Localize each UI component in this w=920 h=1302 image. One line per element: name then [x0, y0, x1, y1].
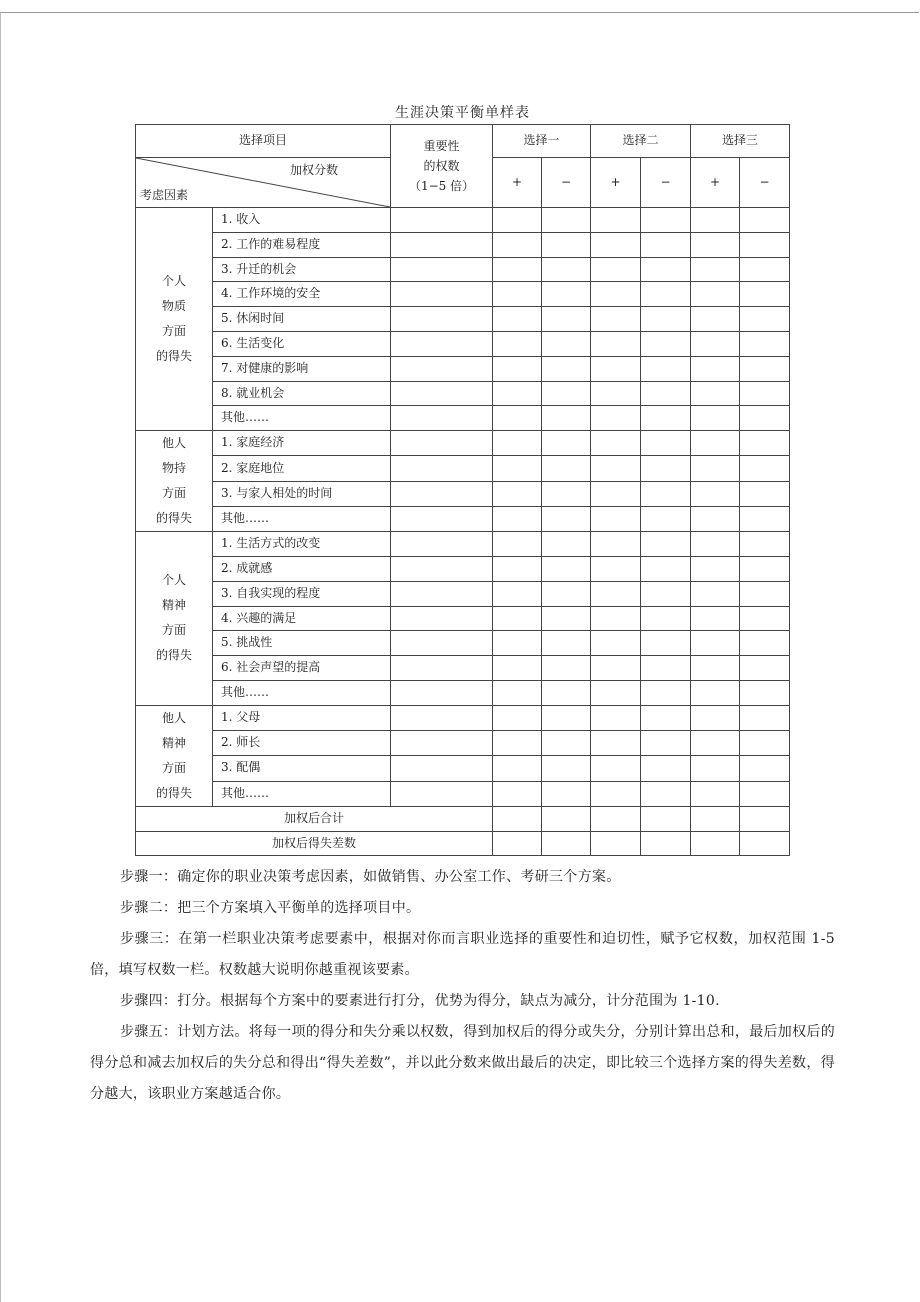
score-cell[interactable]: [740, 731, 790, 756]
score-cell[interactable]: [691, 307, 740, 332]
score-cell[interactable]: [591, 232, 641, 257]
table-row: [136, 431, 790, 456]
score-cell[interactable]: [591, 781, 641, 806]
score-cell[interactable]: [641, 381, 691, 406]
score-cell[interactable]: [591, 556, 641, 581]
table-row: [136, 680, 790, 705]
choice-1-minus: −: [542, 158, 591, 208]
weight-cell[interactable]: [391, 606, 493, 631]
weight-cell[interactable]: [391, 381, 493, 406]
score-cell[interactable]: [493, 532, 542, 557]
table-row: [136, 406, 790, 431]
score-cell[interactable]: [493, 581, 542, 606]
score-cell[interactable]: [740, 781, 790, 806]
score-cell[interactable]: [641, 208, 691, 233]
factor-item: 1. 父母: [213, 705, 391, 730]
weight-cell[interactable]: [391, 208, 493, 233]
score-cell[interactable]: [740, 431, 790, 456]
score-cell[interactable]: [641, 731, 691, 756]
weight-cell[interactable]: [391, 481, 493, 506]
table-row: [136, 532, 790, 557]
score-cell[interactable]: [641, 406, 691, 431]
weight-cell[interactable]: [391, 431, 493, 456]
score-cell[interactable]: [542, 556, 591, 581]
score-cell[interactable]: [691, 781, 740, 806]
total-cell[interactable]: [542, 831, 591, 856]
score-cell[interactable]: [691, 705, 740, 730]
score-cell[interactable]: [493, 431, 542, 456]
factor-item: 4. 兴趣的满足: [213, 606, 391, 631]
total-cell[interactable]: [493, 831, 542, 856]
score-cell[interactable]: [591, 506, 641, 531]
footer-row-sum: [136, 806, 790, 831]
choice-1-plus: +: [493, 158, 542, 208]
weight-cell[interactable]: [391, 307, 493, 332]
factor-item: 2. 成就感: [213, 556, 391, 581]
weight-cell[interactable]: [391, 232, 493, 257]
instruction-steps: [90, 862, 835, 1110]
diag-bottom-label: 考虑因素: [140, 188, 189, 203]
factor-item: 3. 与家人相处的时间: [213, 481, 391, 506]
score-cell[interactable]: [740, 656, 790, 681]
score-cell[interactable]: [493, 506, 542, 531]
weight-cell[interactable]: [391, 556, 493, 581]
score-cell[interactable]: [493, 232, 542, 257]
score-cell[interactable]: [591, 356, 641, 381]
score-cell[interactable]: [740, 506, 790, 531]
score-cell[interactable]: [591, 705, 641, 730]
factor-item: 5. 休闲时间: [213, 307, 391, 332]
table-row: [136, 381, 790, 406]
weight-cell[interactable]: [391, 631, 493, 656]
factor-item: 3. 升迁的机会: [213, 257, 391, 282]
factor-item: 2. 工作的难易程度: [213, 232, 391, 257]
score-cell[interactable]: [740, 481, 790, 506]
score-cell[interactable]: [691, 208, 740, 233]
score-cell[interactable]: [691, 556, 740, 581]
score-cell[interactable]: [740, 232, 790, 257]
table-row: [136, 705, 790, 730]
score-cell[interactable]: [641, 581, 691, 606]
score-cell[interactable]: [542, 232, 591, 257]
factor-item: 1. 家庭经济: [213, 431, 391, 456]
choice-3-minus: −: [740, 158, 790, 208]
weight-cell[interactable]: [391, 581, 493, 606]
score-cell[interactable]: [740, 282, 790, 307]
group-label: 他人 精神 方面 的得失: [136, 705, 213, 806]
score-cell[interactable]: [493, 556, 542, 581]
weight-cell[interactable]: [391, 406, 493, 431]
score-cell[interactable]: [691, 481, 740, 506]
choice-2-plus: +: [591, 158, 641, 208]
total-cell[interactable]: [641, 831, 691, 856]
score-cell[interactable]: [691, 680, 740, 705]
score-cell[interactable]: [740, 208, 790, 233]
score-cell[interactable]: [691, 331, 740, 356]
score-cell[interactable]: [542, 381, 591, 406]
table-row: [136, 731, 790, 756]
score-cell[interactable]: [542, 406, 591, 431]
score-cell[interactable]: [641, 431, 691, 456]
score-cell[interactable]: [691, 606, 740, 631]
table-row: [136, 356, 790, 381]
score-cell[interactable]: [493, 282, 542, 307]
total-cell[interactable]: [591, 806, 641, 831]
group-label: 个人 物质 方面 的得失: [136, 208, 213, 431]
score-cell[interactable]: [591, 257, 641, 282]
score-cell[interactable]: [493, 631, 542, 656]
score-cell[interactable]: [493, 208, 542, 233]
score-cell[interactable]: [740, 756, 790, 781]
score-cell[interactable]: [740, 381, 790, 406]
score-cell[interactable]: [591, 381, 641, 406]
score-cell[interactable]: [641, 680, 691, 705]
score-cell[interactable]: [641, 781, 691, 806]
score-cell[interactable]: [591, 431, 641, 456]
score-cell[interactable]: [542, 331, 591, 356]
score-cell[interactable]: [691, 431, 740, 456]
score-cell[interactable]: [740, 606, 790, 631]
score-cell[interactable]: [591, 756, 641, 781]
weight-cell[interactable]: [391, 282, 493, 307]
weight-cell[interactable]: [391, 456, 493, 481]
score-cell[interactable]: [591, 208, 641, 233]
score-cell[interactable]: [591, 481, 641, 506]
header-choice-3: 选择三: [691, 125, 790, 158]
score-cell[interactable]: [740, 581, 790, 606]
factor-item: 3. 配偶: [213, 756, 391, 781]
weight-cell[interactable]: [391, 257, 493, 282]
factor-item: 其他……: [213, 506, 391, 531]
score-cell[interactable]: [691, 232, 740, 257]
total-cell[interactable]: [493, 806, 542, 831]
factor-item: 3. 自我实现的程度: [213, 581, 391, 606]
score-cell[interactable]: [591, 631, 641, 656]
score-cell[interactable]: [740, 331, 790, 356]
total-cell[interactable]: [740, 831, 790, 856]
score-cell[interactable]: [641, 606, 691, 631]
diag-top-label: 加权分数: [290, 163, 339, 177]
step-2: 步骤二：把三个方案填入平衡单的选择项目中。: [120, 900, 421, 916]
score-cell[interactable]: [691, 356, 740, 381]
score-cell[interactable]: [641, 756, 691, 781]
step-1: 步骤一：确定你的职业决策考虑因素，如做销售、办公室工作、考研三个方案。: [120, 869, 621, 885]
factor-item: 4. 工作环境的安全: [213, 282, 391, 307]
weight-cell[interactable]: [391, 532, 493, 557]
score-cell[interactable]: [493, 356, 542, 381]
choice-2-minus: −: [641, 158, 691, 208]
table-row: [136, 756, 790, 781]
score-cell[interactable]: [542, 680, 591, 705]
score-cell[interactable]: [691, 257, 740, 282]
score-cell[interactable]: [493, 705, 542, 730]
score-cell[interactable]: [542, 307, 591, 332]
weight-cell[interactable]: [391, 731, 493, 756]
factor-item: 8. 就业机会: [213, 381, 391, 406]
total-cell[interactable]: [591, 831, 641, 856]
factor-item: 其他……: [213, 680, 391, 705]
factor-item: 1. 生活方式的改变: [213, 532, 391, 557]
score-cell[interactable]: [691, 456, 740, 481]
choice-3-plus: +: [691, 158, 740, 208]
score-cell[interactable]: [542, 481, 591, 506]
score-cell[interactable]: [641, 257, 691, 282]
table-row: [136, 331, 790, 356]
score-cell[interactable]: [740, 456, 790, 481]
score-cell[interactable]: [493, 606, 542, 631]
score-cell[interactable]: [493, 456, 542, 481]
score-cell[interactable]: [542, 606, 591, 631]
score-cell[interactable]: [691, 581, 740, 606]
score-cell[interactable]: [542, 731, 591, 756]
score-cell[interactable]: [641, 631, 691, 656]
factor-item: 其他……: [213, 781, 391, 806]
score-cell[interactable]: [542, 356, 591, 381]
score-cell[interactable]: [641, 705, 691, 730]
table-row: [136, 631, 790, 656]
score-cell[interactable]: [591, 581, 641, 606]
group-label: 他人 物持 方面 的得失: [136, 431, 213, 532]
weight-cell[interactable]: [391, 756, 493, 781]
weight-cell[interactable]: [391, 705, 493, 730]
decision-balance-table: [135, 124, 790, 856]
score-cell[interactable]: [691, 731, 740, 756]
score-cell[interactable]: [542, 257, 591, 282]
factor-item: 2. 师长: [213, 731, 391, 756]
weight-cell[interactable]: [391, 356, 493, 381]
step-3: 步骤三：在第一栏职业决策考虑要素中，根据对你而言职业选择的重要性和迫切性，赋予它权数，加权范围 1-5 倍，填写权数一栏。权数越大说明你越重视该要素。: [90, 931, 835, 978]
footer-label-sum: 加权后合计: [136, 806, 493, 831]
score-cell[interactable]: [691, 506, 740, 531]
score-cell[interactable]: [591, 331, 641, 356]
score-cell[interactable]: [591, 606, 641, 631]
score-cell[interactable]: [641, 456, 691, 481]
table-row: [136, 456, 790, 481]
score-cell[interactable]: [691, 532, 740, 557]
score-cell[interactable]: [691, 406, 740, 431]
header-item-col: 选择项目: [136, 125, 391, 158]
score-cell[interactable]: [542, 456, 591, 481]
score-cell[interactable]: [493, 406, 542, 431]
score-cell[interactable]: [641, 331, 691, 356]
score-cell[interactable]: [641, 556, 691, 581]
table-row: [136, 556, 790, 581]
table-row: [136, 282, 790, 307]
score-cell[interactable]: [542, 631, 591, 656]
weight-cell[interactable]: [391, 680, 493, 705]
score-cell[interactable]: [542, 656, 591, 681]
factor-item: 6. 生活变化: [213, 331, 391, 356]
header-choice-2: 选择二: [591, 125, 691, 158]
score-cell[interactable]: [591, 282, 641, 307]
table-row: [136, 208, 790, 233]
table-title: 生涯决策平衡单样表: [395, 105, 530, 121]
factor-item: 其他……: [213, 406, 391, 431]
total-cell[interactable]: [542, 806, 591, 831]
header-choice-1: 选择一: [493, 125, 591, 158]
score-cell[interactable]: [493, 680, 542, 705]
score-cell[interactable]: [641, 481, 691, 506]
score-cell[interactable]: [740, 406, 790, 431]
score-cell[interactable]: [740, 631, 790, 656]
factor-item: 7. 对健康的影响: [213, 356, 391, 381]
score-cell[interactable]: [542, 581, 591, 606]
score-cell[interactable]: [691, 756, 740, 781]
score-cell[interactable]: [691, 631, 740, 656]
score-cell[interactable]: [493, 257, 542, 282]
score-cell[interactable]: [691, 656, 740, 681]
score-cell[interactable]: [641, 506, 691, 531]
weight-cell[interactable]: [391, 331, 493, 356]
table-row: [136, 581, 790, 606]
score-cell[interactable]: [542, 282, 591, 307]
score-cell[interactable]: [740, 680, 790, 705]
score-cell[interactable]: [591, 406, 641, 431]
score-cell[interactable]: [740, 257, 790, 282]
score-cell[interactable]: [591, 307, 641, 332]
total-cell[interactable]: [740, 806, 790, 831]
score-cell[interactable]: [740, 705, 790, 730]
score-cell[interactable]: [591, 656, 641, 681]
total-cell[interactable]: [691, 831, 740, 856]
factor-item: 2. 家庭地位: [213, 456, 391, 481]
score-cell[interactable]: [542, 756, 591, 781]
score-cell[interactable]: [493, 481, 542, 506]
score-cell[interactable]: [641, 282, 691, 307]
table-row: [136, 257, 790, 282]
score-cell[interactable]: [740, 356, 790, 381]
table-row: [136, 781, 790, 806]
step-4: 步骤四：打分。根据每个方案中的要素进行打分，优势为得分，缺点为减分，计分范围为 1-10.: [120, 993, 720, 1009]
table-row: [136, 307, 790, 332]
score-cell[interactable]: [542, 705, 591, 730]
score-cell[interactable]: [641, 232, 691, 257]
score-cell[interactable]: [542, 431, 591, 456]
score-cell[interactable]: [493, 381, 542, 406]
score-cell[interactable]: [591, 731, 641, 756]
score-cell[interactable]: [740, 532, 790, 557]
score-cell[interactable]: [641, 532, 691, 557]
score-cell[interactable]: [493, 781, 542, 806]
factor-item: 5. 挑战性: [213, 631, 391, 656]
table-row: [136, 506, 790, 531]
footer-row-diff: [136, 831, 790, 856]
score-cell[interactable]: [591, 456, 641, 481]
weight-cell[interactable]: [391, 781, 493, 806]
score-cell[interactable]: [542, 532, 591, 557]
table-row: [136, 232, 790, 257]
score-cell[interactable]: [641, 356, 691, 381]
score-cell[interactable]: [641, 307, 691, 332]
footer-label-diff: 加权后得失差数: [136, 831, 493, 856]
total-cell[interactable]: [691, 806, 740, 831]
weight-cell[interactable]: [391, 506, 493, 531]
score-cell[interactable]: [542, 208, 591, 233]
score-cell[interactable]: [591, 680, 641, 705]
score-cell[interactable]: [740, 556, 790, 581]
score-cell[interactable]: [493, 331, 542, 356]
weight-cell[interactable]: [391, 656, 493, 681]
score-cell[interactable]: [493, 731, 542, 756]
score-cell[interactable]: [591, 532, 641, 557]
table-row: [136, 656, 790, 681]
score-cell[interactable]: [493, 756, 542, 781]
score-cell[interactable]: [493, 656, 542, 681]
score-cell[interactable]: [691, 282, 740, 307]
header-weight: 重要性 的权数 （1−5 倍）: [391, 125, 493, 208]
factor-item: 6. 社会声望的提高: [213, 656, 391, 681]
table-row: [136, 606, 790, 631]
total-cell[interactable]: [641, 806, 691, 831]
score-cell[interactable]: [493, 307, 542, 332]
factor-item: 1. 收入: [213, 208, 391, 233]
header-diagonal-cell: [136, 158, 391, 208]
table-row: [136, 481, 790, 506]
score-cell[interactable]: [542, 506, 591, 531]
score-cell[interactable]: [740, 307, 790, 332]
group-label: 个人 精神 方面 的得失: [136, 532, 213, 706]
score-cell[interactable]: [641, 656, 691, 681]
score-cell[interactable]: [691, 381, 740, 406]
score-cell[interactable]: [542, 781, 591, 806]
step-5: 步骤五：计划方法。将每一项的得分和失分乘以权数，得到加权后的得分或失分，分别计算出总和，最后加权后的得分总和减去加权后的失分总和得出“得失差数”，并以此分数来做出最后的决定，即比较三个选择方案的得失差数，得分越大，该职业方案越适合你。: [90, 1024, 835, 1102]
